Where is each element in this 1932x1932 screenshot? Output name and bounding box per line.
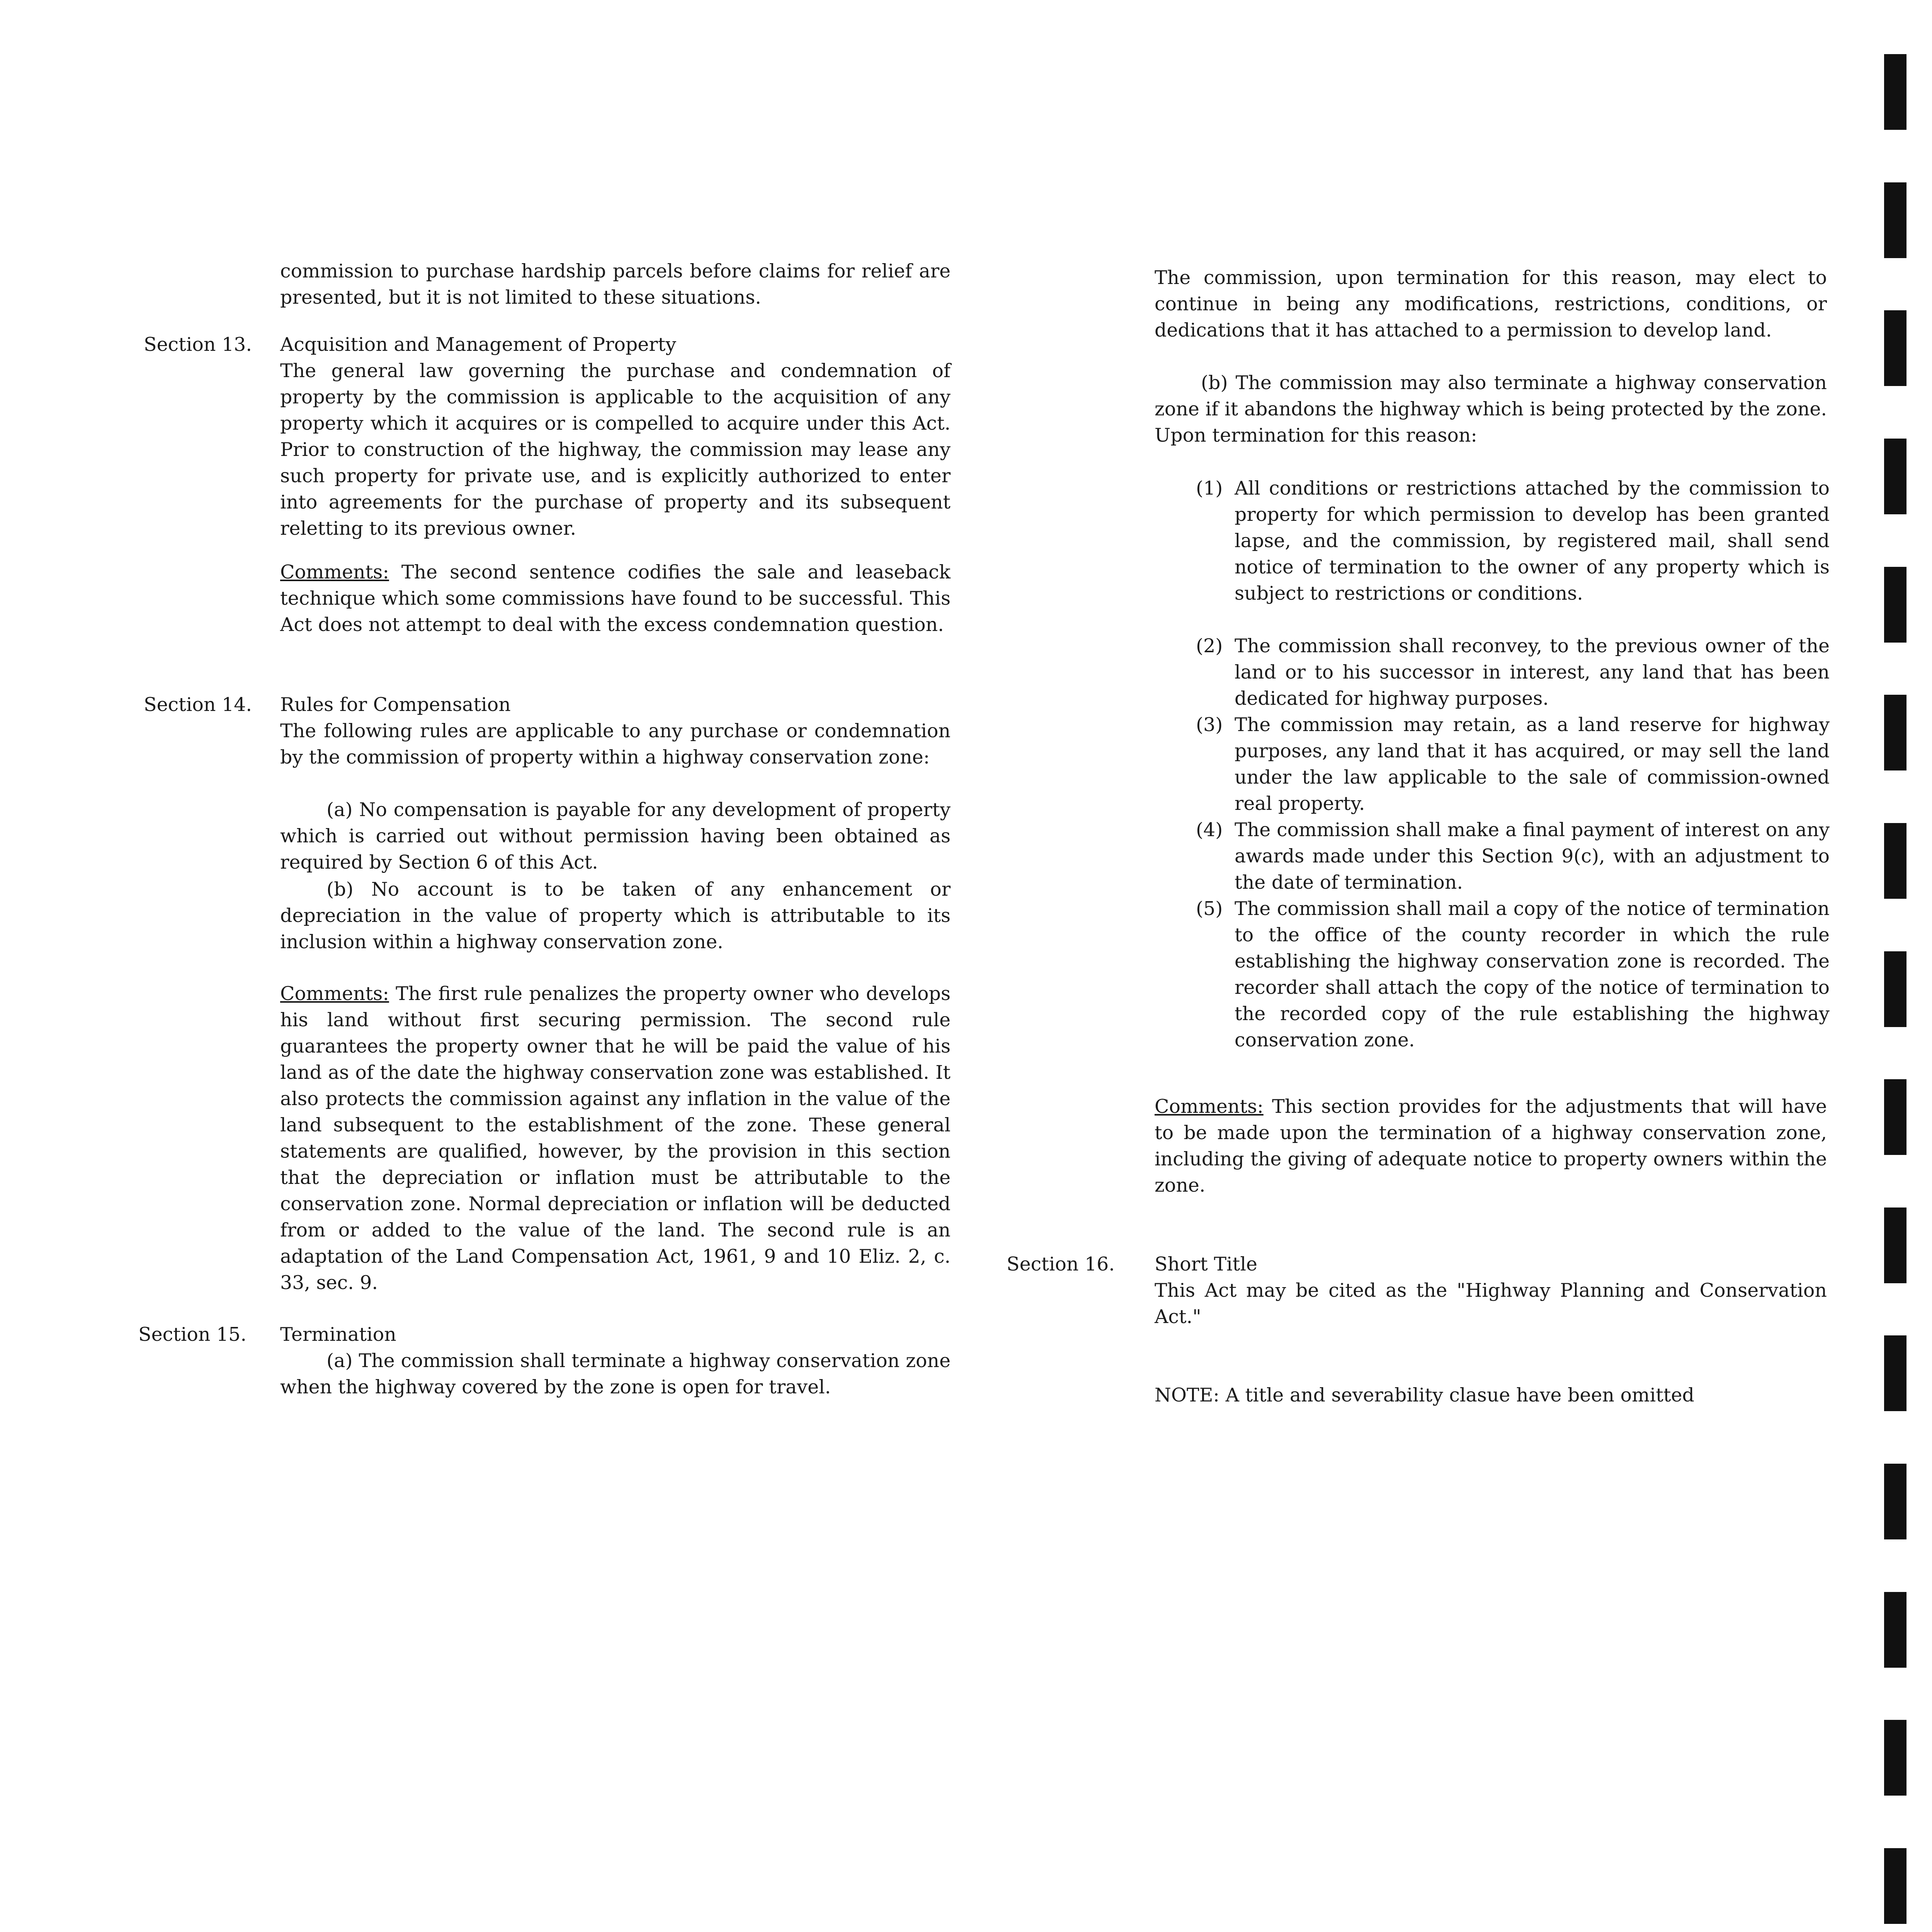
section-14-rule-a xyxy=(280,797,951,876)
section-14-body xyxy=(280,718,951,770)
binder-hole xyxy=(1884,1079,1906,1155)
omission-note: NOTE: A title and severability clasue have been omitted xyxy=(1155,1384,1694,1406)
binder-hole xyxy=(1884,1464,1906,1539)
section-15-body-a-text: (a) The commission shall terminate a highway conservation zone when the highway covered by the zone is open for travel. xyxy=(280,1350,951,1398)
list-item-number: (1) xyxy=(1196,477,1223,499)
section-14-comments-text: The first rule penalizes the property owner who develops his land without first securing permission. The second rule guarantees the property owner that he will be paid the value of his land as of the date the highway conservation zone was established. It also protects the commission against any inflation in the value of the land subsequent to the establishment of the zone. These general statements are qualified, however, by the provision in this section that the depreciation or inflation must be attributable to the conservation zone. Normal depreciation or inflation will be deducted from or added to the value of the land. The second rule is an adaptation of the Land Compensation Act, 1961, 9 and 10 Eliz. 2, c. 33, sec. 9. xyxy=(280,983,951,1294)
intro-text: commission to purchase hardship parcels before claims for relief are presented, but it is not limited to these situations. xyxy=(280,260,951,308)
section-15-comments-label: Comments: xyxy=(1155,1095,1264,1117)
binder-hole xyxy=(1884,310,1906,386)
section-13-label: Section 13. xyxy=(144,333,252,355)
list-item-text: The commission shall make a final payment of interest on any awards made under this Section 9(c), with an adjustment to the date of termination. xyxy=(1235,819,1830,893)
binder-hole xyxy=(1884,1335,1906,1411)
section-14-body-text: The following rules are applicable to any purchase or condemnation by the commission of property within a highway conservation zone: xyxy=(280,720,951,768)
list-item-text: The commission may retain, as a land reserve for highway purposes, any land that it has acquired, or may sell the land under the law applicable to the sale of commission-owned real property. xyxy=(1235,714,1830,815)
binder-hole xyxy=(1884,567,1906,643)
list-item-number: (4) xyxy=(1196,819,1223,841)
section-15-continuation xyxy=(1155,265,1827,344)
section-14-rule-b xyxy=(280,876,951,955)
binder-hole xyxy=(1884,439,1906,514)
binder-hole xyxy=(1884,951,1906,1027)
section-13-body xyxy=(280,358,951,542)
list-item-number: (5) xyxy=(1196,898,1223,920)
binder-hole xyxy=(1884,695,1906,770)
section-15-title: Termination xyxy=(280,1323,396,1345)
list-item-text: All conditions or restrictions attached by the commission to property for which permission to develop has been granted lapse, and the commission, by registered mail, shall send notice of termination to the owner of any property which is subject to restrictions or conditions. xyxy=(1235,477,1830,604)
section-13-title: Acquisition and Management of Property xyxy=(280,333,677,355)
binder-hole xyxy=(1884,1848,1906,1924)
section-14-title: Rules for Compensation xyxy=(280,694,511,716)
binder-hole xyxy=(1884,823,1906,899)
section-16-label: Section 16. xyxy=(1007,1253,1115,1275)
section-15-para-b-text: (b) The commission may also terminate a highway conservation zone if it abandons the highway which is being protected by the zone. Upon termination for this reason: xyxy=(1155,372,1827,446)
section-14-comments-label: Comments: xyxy=(280,983,389,1005)
section-16-body-text: This Act may be cited as the "Highway Planning and Conservation Act." xyxy=(1155,1279,1827,1328)
intro-paragraph xyxy=(280,258,951,311)
section-15-comments xyxy=(1155,1094,1827,1199)
section-13-comments-text: The second sentence codifies the sale and leaseback technique which some commissions have found to be successful. This Act does not attempt to deal with the excess condemnation question. xyxy=(280,561,951,636)
section-15-continuation-text: The commission, upon termination for this reason, may elect to continue in being any modifications, restrictions, conditions, or dedications that it has attached to a permission to develop land. xyxy=(1155,267,1827,341)
list-item-text: The commission shall mail a copy of the notice of termination to the office of the county recorder in which the rule establishing the highway conservation zone is recorded. The recorder shall attach the copy of the notice of termination to the recorded copy of the rule establishing the highway conservation zone. xyxy=(1235,898,1830,1051)
section-14-label: Section 14. xyxy=(144,694,252,716)
list-item-text: The commission shall reconvey, to the previous owner of the land or to his successor in interest, any land that has been dedicated for highway purposes. xyxy=(1235,635,1830,709)
list-item-number: (3) xyxy=(1196,714,1223,736)
binder-hole xyxy=(1884,182,1906,258)
section-15-body-a xyxy=(280,1348,951,1400)
section-13-comments-label: Comments: xyxy=(280,561,389,583)
section-14-rule-a-text: (a) No compensation is payable for any development of property which is carried out without permission having been obtained as required by Section 6 of this Act. xyxy=(280,799,951,873)
section-15-para-b xyxy=(1155,370,1827,449)
section-14-rule-b-text: (b) No account is to be taken of any enhancement or depreciation in the value of property which is attributable to its inclusion within a highway conservation zone. xyxy=(280,878,951,953)
section-15-label: Section 15. xyxy=(138,1323,247,1345)
section-13-comments xyxy=(280,559,951,638)
binder-hole xyxy=(1884,1208,1906,1283)
section-16-title: Short Title xyxy=(1155,1253,1258,1275)
section-13-body-text: The general law governing the purchase and condemnation of property by the commission is applicable to the acquisition of any property which it acquires or is compelled to acquire under this Act. Prior to construction of the highway, the commission may lease any such property for private use, and is explicitly authorized to enter into agreements for the purchase of property and its subsequent reletting to its previous owner. xyxy=(280,360,951,539)
binder-hole xyxy=(1884,1720,1906,1796)
section-14-comments xyxy=(280,981,951,1296)
section-15-comments-text: This section provides for the adjustments that will have to be made upon the termination of a highway conservation zone, including the giving of adequate notice to property owners within the zone. xyxy=(1155,1095,1827,1196)
section-16-body xyxy=(1155,1277,1827,1330)
list-item-number: (2) xyxy=(1196,635,1223,657)
binder-hole xyxy=(1884,54,1906,130)
binder-hole xyxy=(1884,1592,1906,1668)
